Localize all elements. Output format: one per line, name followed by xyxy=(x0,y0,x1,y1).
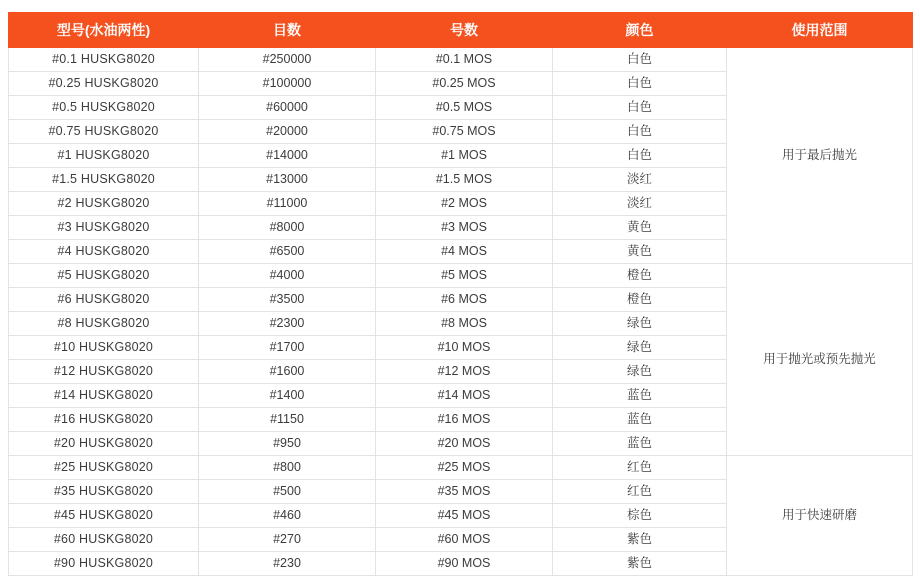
cell-number: #45 MOS xyxy=(376,504,553,528)
cell-number: #20 MOS xyxy=(376,432,553,456)
cell-mesh: #230 xyxy=(199,552,376,576)
cell-mesh: #8000 xyxy=(199,216,376,240)
table-row xyxy=(9,48,913,72)
column-header-model: 型号(水油两性) xyxy=(9,13,199,48)
cell-model: #25 HUSKG8020 xyxy=(9,456,199,480)
cell-number: #25 MOS xyxy=(376,456,553,480)
cell-color: 橙色 xyxy=(553,264,727,288)
cell-color: 紫色 xyxy=(553,552,727,576)
cell-number: #14 MOS xyxy=(376,384,553,408)
cell-model: #0.25 HUSKG8020 xyxy=(9,72,199,96)
cell-mesh: #1400 xyxy=(199,384,376,408)
column-header-usage: 使用范围 xyxy=(727,13,913,48)
cell-number: #16 MOS xyxy=(376,408,553,432)
cell-model: #5 HUSKG8020 xyxy=(9,264,199,288)
cell-model: #0.75 HUSKG8020 xyxy=(9,120,199,144)
cell-color: 白色 xyxy=(553,144,727,168)
cell-model: #1 HUSKG8020 xyxy=(9,144,199,168)
cell-color: 橙色 xyxy=(553,288,727,312)
cell-model: #2 HUSKG8020 xyxy=(9,192,199,216)
cell-mesh: #100000 xyxy=(199,72,376,96)
table-row xyxy=(9,456,913,480)
cell-color: 白色 xyxy=(553,48,727,72)
cell-number: #0.1 MOS xyxy=(376,48,553,72)
cell-color: 白色 xyxy=(553,96,727,120)
cell-model: #4 HUSKG8020 xyxy=(9,240,199,264)
table-header-row xyxy=(9,13,913,48)
cell-mesh: #13000 xyxy=(199,168,376,192)
table-header xyxy=(9,13,913,48)
cell-model: #6 HUSKG8020 xyxy=(9,288,199,312)
cell-color: 淡红 xyxy=(553,168,727,192)
table-row xyxy=(9,264,913,288)
cell-mesh: #20000 xyxy=(199,120,376,144)
cell-model: #0.1 HUSKG8020 xyxy=(9,48,199,72)
cell-mesh: #500 xyxy=(199,480,376,504)
cell-model: #8 HUSKG8020 xyxy=(9,312,199,336)
cell-color: 绿色 xyxy=(553,312,727,336)
cell-mesh: #1600 xyxy=(199,360,376,384)
cell-model: #12 HUSKG8020 xyxy=(9,360,199,384)
cell-number: #8 MOS xyxy=(376,312,553,336)
cell-number: #0.5 MOS xyxy=(376,96,553,120)
cell-mesh: #11000 xyxy=(199,192,376,216)
cell-model: #16 HUSKG8020 xyxy=(9,408,199,432)
cell-color: 蓝色 xyxy=(553,432,727,456)
cell-color: 红色 xyxy=(553,456,727,480)
cell-mesh: #800 xyxy=(199,456,376,480)
cell-model: #0.5 HUSKG8020 xyxy=(9,96,199,120)
column-header-mesh: 目数 xyxy=(199,13,376,48)
cell-usage: 用于快速研磨 xyxy=(727,456,913,576)
cell-mesh: #14000 xyxy=(199,144,376,168)
cell-color: 白色 xyxy=(553,72,727,96)
cell-number: #0.25 MOS xyxy=(376,72,553,96)
cell-number: #90 MOS xyxy=(376,552,553,576)
cell-color: 黄色 xyxy=(553,216,727,240)
cell-model: #20 HUSKG8020 xyxy=(9,432,199,456)
cell-mesh: #4000 xyxy=(199,264,376,288)
cell-model: #1.5 HUSKG8020 xyxy=(9,168,199,192)
cell-model: #14 HUSKG8020 xyxy=(9,384,199,408)
cell-model: #3 HUSKG8020 xyxy=(9,216,199,240)
cell-number: #10 MOS xyxy=(376,336,553,360)
cell-color: 红色 xyxy=(553,480,727,504)
cell-mesh: #3500 xyxy=(199,288,376,312)
column-header-color: 颜色 xyxy=(553,13,727,48)
cell-mesh: #60000 xyxy=(199,96,376,120)
cell-mesh: #250000 xyxy=(199,48,376,72)
cell-color: 淡红 xyxy=(553,192,727,216)
cell-mesh: #950 xyxy=(199,432,376,456)
cell-mesh: #1700 xyxy=(199,336,376,360)
cell-color: 棕色 xyxy=(553,504,727,528)
cell-model: #60 HUSKG8020 xyxy=(9,528,199,552)
cell-model: #35 HUSKG8020 xyxy=(9,480,199,504)
cell-number: #12 MOS xyxy=(376,360,553,384)
cell-number: #5 MOS xyxy=(376,264,553,288)
cell-model: #45 HUSKG8020 xyxy=(9,504,199,528)
cell-number: #3 MOS xyxy=(376,216,553,240)
cell-usage: 用于抛光或预先抛光 xyxy=(727,264,913,456)
cell-number: #6 MOS xyxy=(376,288,553,312)
cell-number: #0.75 MOS xyxy=(376,120,553,144)
cell-model: #10 HUSKG8020 xyxy=(9,336,199,360)
cell-color: 绿色 xyxy=(553,360,727,384)
column-header-number: 号数 xyxy=(376,13,553,48)
cell-color: 绿色 xyxy=(553,336,727,360)
cell-number: #35 MOS xyxy=(376,480,553,504)
cell-mesh: #2300 xyxy=(199,312,376,336)
cell-color: 黄色 xyxy=(553,240,727,264)
cell-mesh: #1150 xyxy=(199,408,376,432)
cell-usage: 用于最后抛光 xyxy=(727,48,913,264)
cell-mesh: #270 xyxy=(199,528,376,552)
cell-color: 蓝色 xyxy=(553,384,727,408)
cell-model: #90 HUSKG8020 xyxy=(9,552,199,576)
cell-number: #1 MOS xyxy=(376,144,553,168)
cell-color: 蓝色 xyxy=(553,408,727,432)
cell-mesh: #460 xyxy=(199,504,376,528)
cell-mesh: #6500 xyxy=(199,240,376,264)
cell-number: #1.5 MOS xyxy=(376,168,553,192)
cell-number: #2 MOS xyxy=(376,192,553,216)
cell-color: 紫色 xyxy=(553,528,727,552)
abrasive-spec-table xyxy=(8,12,913,576)
cell-number: #60 MOS xyxy=(376,528,553,552)
cell-number: #4 MOS xyxy=(376,240,553,264)
cell-color: 白色 xyxy=(553,120,727,144)
table-body xyxy=(9,48,913,576)
